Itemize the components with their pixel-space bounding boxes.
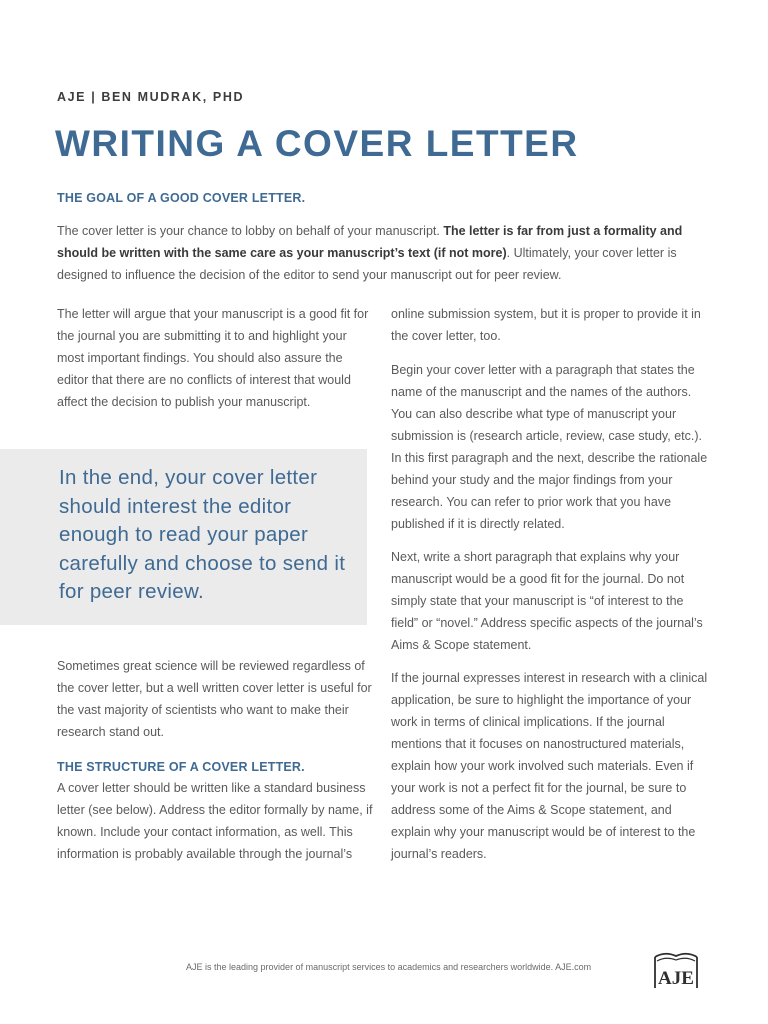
intro-paragraph (57, 220, 697, 286)
intro-text-start: The cover letter is your chance to lobby on behalf of your manuscript. (57, 224, 444, 238)
right-paragraph-1: online submission system, but it is proper to provide it in the cover letter, too. (391, 307, 701, 343)
intro-text-end: . Ultimately, your cover letter is designed to influence the decision of the editor to send your manuscript out for peer review. (57, 246, 677, 282)
left-paragraph-2: Sometimes great science will be reviewed regardless of the cover letter, but a well written cover letter is useful for the vast majority of scientists who want to make their research stand out. (57, 659, 372, 739)
pull-quote-text: In the end, your cover letter should interest the editor enough to read your paper carefully and choose to send it for peer review. (59, 466, 346, 603)
right-paragraph-3: Next, write a short paragraph that explains why your manuscript would be a good fit for the journal. Do not simply state that your manuscript is “of interest to the field” or “novel.” Address specific aspects of the journal’s Aims & Scope statement. (391, 550, 703, 652)
author-header: AJE | BEN MUDRAK, PHD (57, 90, 245, 104)
goal-heading: THE GOAL OF A GOOD COVER LETTER. (57, 191, 306, 205)
page-title: WRITING A COVER LETTER (55, 123, 579, 164)
right-paragraph-2: Begin your cover letter with a paragraph that states the name of the manuscript and the names of the authors. You can also describe what type of manuscript your submission is (research article, review, case study, etc.). In this first paragraph and the next, describe the rationale behind your study and the major findings from your research. You can refer to prior work that you have published if it is directly related. (391, 363, 708, 531)
logo-lettering: AJE (658, 968, 694, 989)
aje-logo-icon (651, 948, 701, 992)
structure-heading: THE STRUCTURE OF A COVER LETTER. (57, 760, 305, 774)
intro-emphasis: The letter is far from just a formality and should be written with the same care as your manuscript’s text (if not more) (57, 224, 683, 260)
right-paragraph-4: If the journal expresses interest in research with a clinical application, be sure to highlight the importance of your work in terms of clinical implications. If the journal mentions that it focuses on nanostructured materials, explain how your work involved such materials. Even if your work is not a perfect fit for the journal, be sure to address some of the Aims & Scope statement, and explain why your manuscript would be of interest to the journal’s readers. (391, 671, 708, 861)
left-paragraph-1: The letter will argue that your manuscript is a good fit for the journal you are submitting it to and highlight your most important findings. You should also assure the editor that there are no conflicts of interest that would affect the decision to publish your manuscript. (57, 307, 369, 409)
footer-tagline: AJE is the leading provider of manuscript services to academics and researchers worldwide. AJE.com (186, 962, 592, 972)
left-paragraph-3: A cover letter should be written like a standard business letter (see below). Address the editor formally by name, if known. Include your contact information, as well. This information is probably available through the journal’s (57, 781, 373, 861)
pull-quote-box (0, 449, 367, 625)
